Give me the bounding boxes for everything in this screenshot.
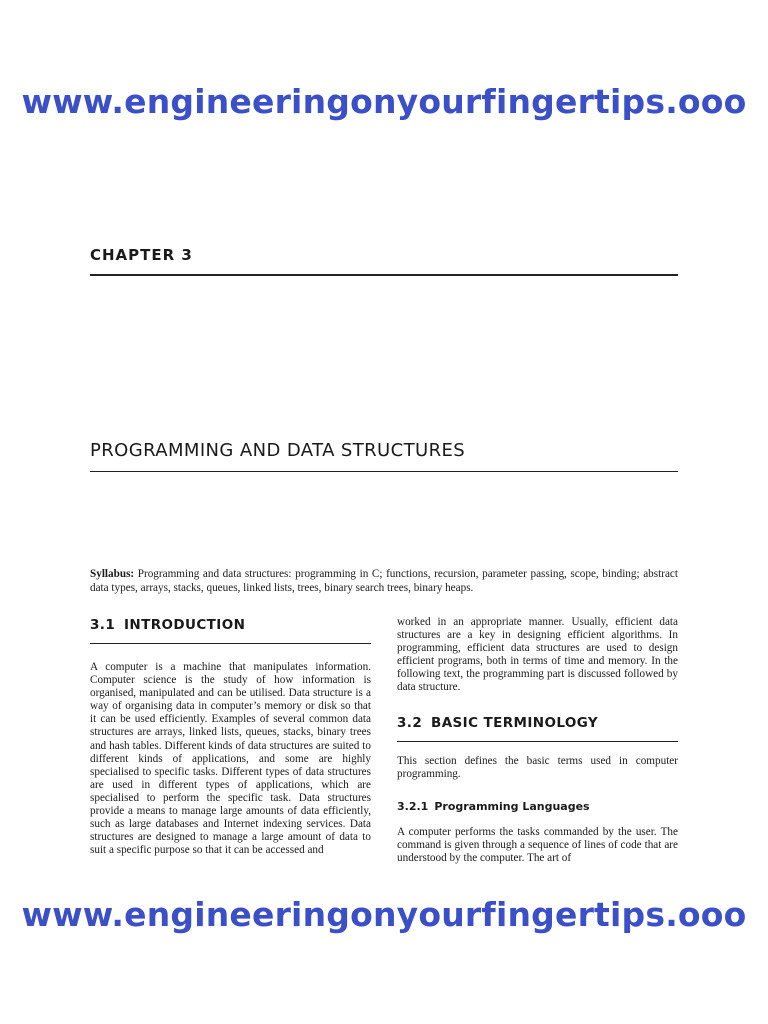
- syllabus-text: Programming and data structures: programming in C; functions, recursion, parameter passing, scope, binding; abstract data types, arrays, stacks, queues, linked lists, trees, binary search trees, binary heaps.: [90, 568, 678, 594]
- programming-languages-paragraph: A computer performs the tasks commanded by the user. The command is given through a sequence of lines of code that are understood by the computer. The art of: [397, 825, 678, 864]
- chapter-label: CHAPTER 3: [90, 246, 193, 264]
- syllabus: [90, 567, 678, 595]
- chapter-title: PROGRAMMING AND DATA STRUCTURES: [90, 440, 466, 461]
- chapter-divider: [90, 274, 678, 276]
- subsection-heading-programming-languages: [397, 800, 678, 813]
- right-column: [397, 616, 678, 865]
- title-divider: [90, 471, 678, 472]
- section-heading-introduction: [90, 617, 371, 644]
- watermark-top: www.engineeringonyourfingertips.ooo: [21, 82, 747, 121]
- syllabus-label: Syllabus:: [90, 568, 135, 580]
- watermark-bottom: www.engineeringonyourfingertips.ooo: [21, 895, 747, 934]
- section-number: 3.1: [90, 617, 116, 633]
- subsection-number: 3.2.1: [397, 799, 429, 813]
- section-number: 3.2: [397, 714, 423, 731]
- subsection-title: Programming Languages: [434, 799, 590, 813]
- introduction-continuation: worked in an appropriate manner. Usually, efficient data structures are a key in designing efficient algorithms. In programming, efficient data structures are used to design efficient programs, both in terms of time and memory. In the following text, the programming part is discussed followed by data structure.: [397, 616, 678, 694]
- section-title: BASIC TERMINOLOGY: [431, 714, 599, 731]
- section-heading-basic-terminology: [397, 715, 678, 742]
- introduction-paragraph: A computer is a machine that manipulates information. Computer science is the study of how information is organised, manipulated and can be utilised. Data structure is a way of organising data in computer’s memory or disk so that it can be used efficiently. Examples of several common data structures are arrays, linked lists, queues, stacks, binary trees and hash tables. Different kinds of data structures are suited to different kinds of applications, and some are highly specialised to specific tasks. Different types of data structures are used in different types of applications, which are specialised to perform the specific task. Data structures provide a means to manage large amounts of data efficiently, such as large databases and Internet indexing services. Data structures are designed to manage a large amount of data to suit a specific purpose so that it can be accessed and: [90, 661, 371, 857]
- left-column: [90, 617, 371, 857]
- section-title: INTRODUCTION: [124, 617, 246, 633]
- terminology-paragraph: This section defines the basic terms used in computer programming.: [397, 754, 678, 780]
